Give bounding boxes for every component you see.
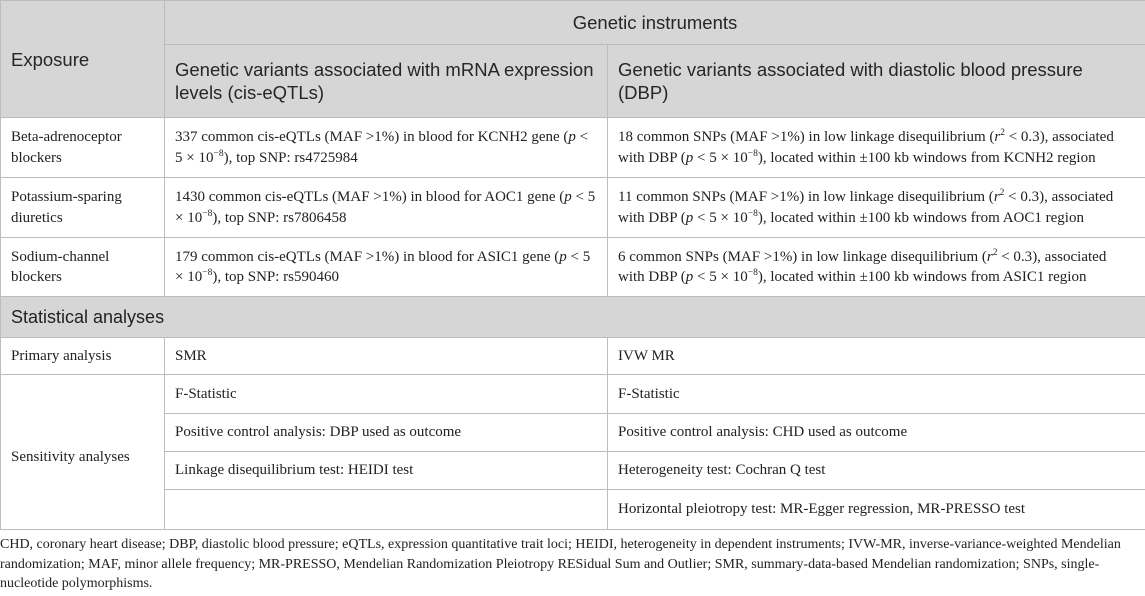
smr-item [165,490,608,530]
table-row [1,414,1145,452]
dbp-cell: 6 common SNPs (MAF >1%) in low linkage disequilibrium $(r^2 < 0.3)$, associated with DBP $(p < 5 \times 10^{-8})$, located within ±100 kb windows from ASIC1 region [608,238,1145,297]
exposure-cell: Sodium-channel blockers [1,238,165,297]
header-dbp: Genetic variants associated with diastolic blood pressure (DBP) [608,45,1145,118]
smr-item: F-Statistic [165,375,608,414]
cis-eqtl-cell: 337 common cis-eQTLs (MAF >1%) in blood for KCNH2 gene $(p < 5 \times 10^{-8})$, top SNP: rs4725984 [165,118,608,178]
table-row [1,178,1145,238]
ivw-item: Heterogeneity test: Cochran Q test [608,452,1145,490]
header-row-sub [1,45,1145,118]
header-exposure: Exposure [1,1,165,118]
cis-eqtl-cell: 179 common cis-eQTLs (MAF >1%) in blood for ASIC1 gene $(p < 5 \times 10^{-8})$, top SNP: rs590460 [165,238,608,297]
dbp-cell: 18 common SNPs (MAF >1%) in low linkage disequilibrium $(r^2 < 0.3)$, associated with DBP $(p < 5 \times 10^{-8})$, located within ±100 kb windows from KCNH2 region [608,118,1145,178]
table-row [1,452,1145,490]
ivw-item: F-Statistic [608,375,1145,414]
table-row [1,375,1145,414]
header-row-top [1,1,1145,45]
cis-eqtl-cell: 1430 common cis-eQTLs (MAF >1%) in blood for AOC1 gene $(p < 5 \times 10^{-8})$, top SNP: rs7806458 [165,178,608,238]
table-row [1,118,1145,178]
ivw-item: Positive control analysis: CHD used as outcome [608,414,1145,452]
exposure-cell: Potassium-sparing diuretics [1,178,165,238]
smr-item: Linkage disequilibrium test: HEIDI test [165,452,608,490]
smr-item: Positive control analysis: DBP used as outcome [165,414,608,452]
ivw-item: Horizontal pleiotropy test: MR-Egger regression, MR-PRESSO test [608,490,1145,530]
section-title: Statistical analyses [1,297,1145,338]
header-cis-eqtls: Genetic variants associated with mRNA expression levels (cis-eQTLs) [165,45,608,118]
table-row [1,238,1145,297]
table-row [1,490,1145,530]
sensitivity-analyses-label: Sensitivity analyses [1,375,165,530]
header-genetic-instruments: Genetic instruments [165,1,1145,45]
dbp-cell: 11 common SNPs (MAF >1%) in low linkage disequilibrium $(r^2 < 0.3)$, associated with DBP $(p < 5 \times 10^{-8})$, located within ±100 kb windows from AOC1 region [608,178,1145,238]
primary-smr: SMR [165,338,608,375]
primary-analysis-label: Primary analysis [1,338,165,375]
section-row [1,297,1145,338]
exposure-cell: Beta-adrenoceptor blockers [1,118,165,178]
primary-ivw: IVW MR [608,338,1145,375]
table-footnote: CHD, coronary heart disease; DBP, diastolic blood pressure; eQTLs, expression quantitative trait loci; HEIDI, heterogeneity in dependent instruments; IVW-MR, inverse-variance-weighted Mendelian randomization; MAF, minor allele frequency; MR-PRESSO, Mendelian Randomization Pleiotropy RESidual Sum and Outlier; SMR, summary-data-based Mendelian randomization; SNPs, single-nucleotide polymorphisms. [0,537,1121,591]
table-row [1,338,1145,375]
